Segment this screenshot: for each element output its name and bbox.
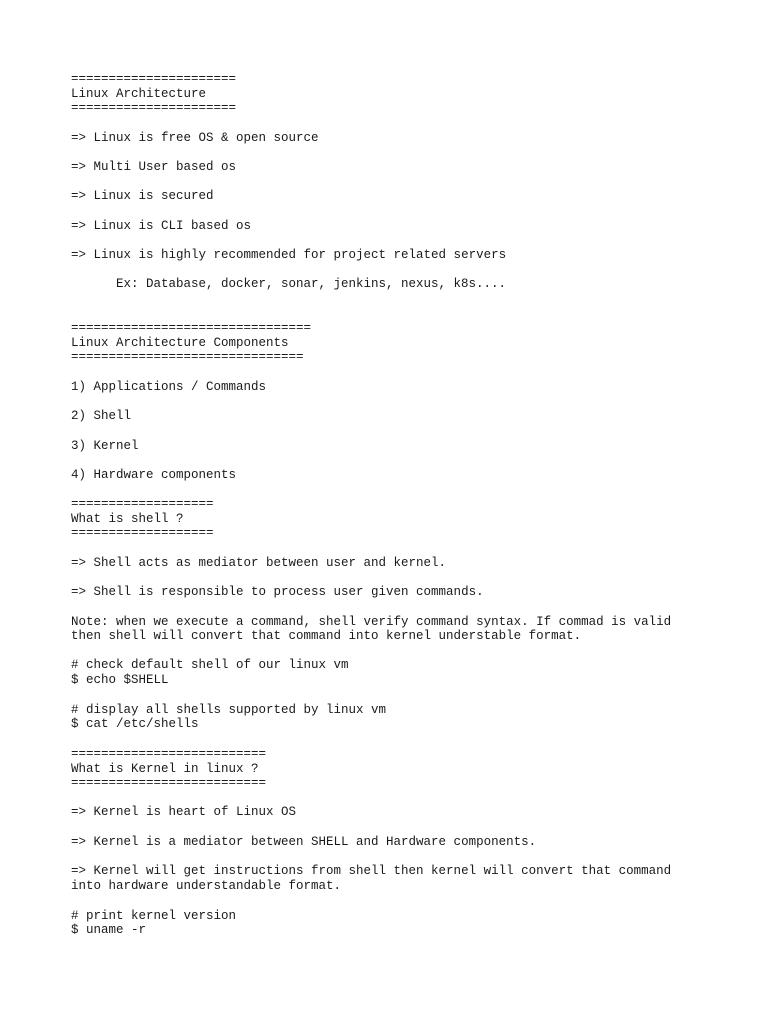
section-title: Linux Architecture Components: [71, 336, 289, 350]
bullet-point: => Linux is CLI based os: [71, 219, 252, 233]
list-item: 1) Applications / Commands: [71, 380, 267, 394]
code-comment: # display all shells supported by linux vm: [71, 703, 387, 717]
note-text: then shell will convert that command into kernel understable format.: [71, 629, 582, 643]
section-title: Linux Architecture: [71, 87, 207, 101]
bullet-point: => Kernel is a mediator between SHELL and Hardware components.: [71, 835, 537, 849]
bullet-point: => Linux is highly recommended for project related servers: [71, 248, 507, 262]
example-line: Ex: Database, docker, sonar, jenkins, nexus, k8s....: [116, 277, 507, 291]
code-command: $ echo $SHELL: [71, 673, 169, 687]
section-rule: ===================: [71, 497, 214, 511]
bullet-point: => Kernel is heart of Linux OS: [71, 805, 297, 819]
section-rule: ===============================: [71, 350, 304, 364]
code-comment: # print kernel version: [71, 909, 237, 923]
list-item: 3) Kernel: [71, 439, 139, 453]
note-text: Note: when we execute a command, shell verify command syntax. If commad is valid: [71, 615, 672, 629]
section-rule: ======================: [71, 101, 237, 115]
code-command: $ uname -r: [71, 923, 147, 937]
bullet-point: => Linux is free OS & open source: [71, 131, 319, 145]
section-rule: ==========================: [71, 747, 267, 761]
bullet-point: => Shell acts as mediator between user and kernel.: [71, 556, 447, 570]
code-comment: # check default shell of our linux vm: [71, 658, 349, 672]
bullet-point: => Multi User based os: [71, 160, 237, 174]
section-rule: ======================: [71, 72, 237, 86]
bullet-point: => Shell is responsible to process user given commands.: [71, 585, 484, 599]
code-command: $ cat /etc/shells: [71, 717, 199, 731]
section-rule: ================================: [71, 321, 312, 335]
section-rule: ===================: [71, 526, 214, 540]
list-item: 2) Shell: [71, 409, 132, 423]
section-rule: ==========================: [71, 776, 267, 790]
section-title: What is Kernel in linux ?: [71, 762, 259, 776]
bullet-point: => Linux is secured: [71, 189, 214, 203]
section-title: What is shell ?: [71, 512, 184, 526]
list-item: 4) Hardware components: [71, 468, 237, 482]
bullet-point: into hardware understandable format.: [71, 879, 342, 893]
bullet-point: => Kernel will get instructions from shell then kernel will convert that command: [71, 864, 672, 878]
